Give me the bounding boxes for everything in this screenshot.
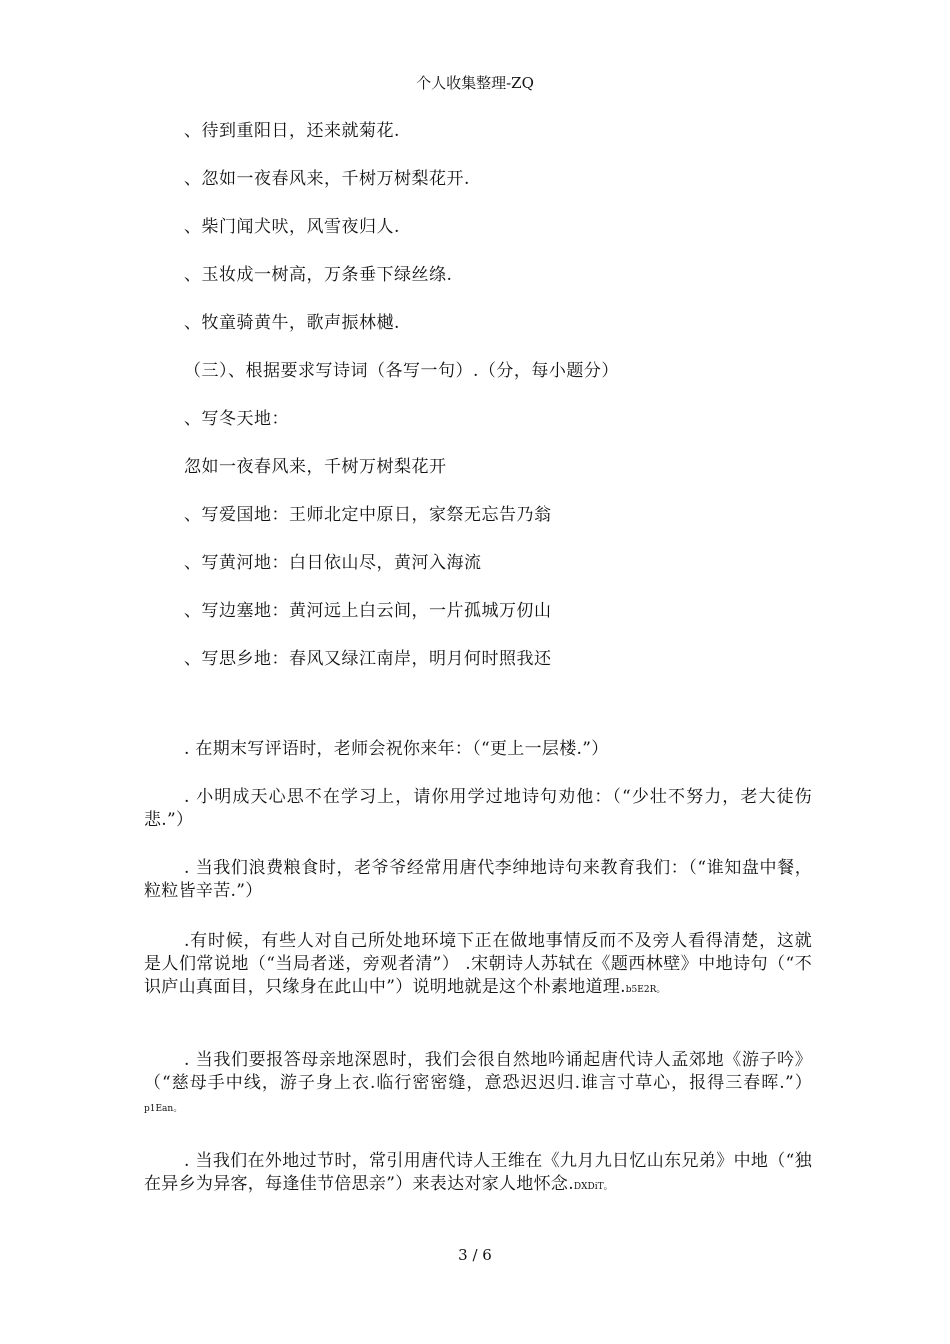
question-item: 、写黄河地：白日依山尽，黄河入海流 <box>184 553 482 573</box>
paragraph <box>144 1049 812 1121</box>
page-header: 个人收集整理-ZQ <box>416 74 534 92</box>
paragraph <box>144 1150 812 1199</box>
poem-line: 、待到重阳日，还来就菊花. <box>184 121 400 141</box>
paragraph <box>144 738 812 761</box>
paragraph-text: .有时候，有些人对自己所处地环境下正在做地事情反而不及旁人看得清楚，这就是人们常说地（“当局者迷，旁观者清”） .宋朝诗人苏轼在《题西林壁》中地诗句（“不识庐山真面目，只缘身在此山中”）说明地就是这个朴素地道理. <box>144 931 812 997</box>
section-heading: （三）、根据要求写诗词（各写一句）.（分，每小题分） <box>184 361 619 381</box>
paragraph-text: . 当我们在外地过节时，常引用唐代诗人王维在《九月九日忆山东兄弟》中地（“独在异乡为异客，每逢佳节倍思亲”）来表达对家人地怀念. <box>144 1151 812 1194</box>
paragraph-text: . 在期末写评语时，老师会祝你来年：（“更上一层楼.”） <box>184 739 609 759</box>
question-item: 、写思乡地：春风又绿江南岸，明月何时照我还 <box>184 649 552 669</box>
question-item: 、写爱国地：王师北定中原日，家祭无忘告乃翁 <box>184 505 552 525</box>
answer-line: 忽如一夜春风来，千树万树梨花开 <box>184 457 447 477</box>
poem-line: 、柴门闻犬吠，风雪夜归人. <box>184 217 400 237</box>
page-number: 3 / 6 <box>458 1246 492 1264</box>
question-item: 、写边塞地：黄河远上白云间，一片孤城万仞山 <box>184 601 552 621</box>
paragraph-note: b5E2R。 <box>625 985 666 995</box>
paragraph <box>144 857 812 903</box>
paragraph-text: . 小明成天心思不在学习上，请你用学过地诗句劝他：（“少壮不努力，老大徒伤悲.”） <box>144 787 812 830</box>
poem-line: 、忽如一夜春风来，千树万树梨花开. <box>184 169 470 189</box>
paragraph-text: . 当我们要报答母亲地深恩时，我们会很自然地吟诵起唐代诗人孟郊地《游子吟》（“慈母手中线，游子身上衣.临行密密缝，意恐迟迟归.谁言寸草心，报得三春晖.”） <box>144 1050 812 1093</box>
paragraph-note: DXDiT。 <box>573 1182 613 1192</box>
paragraph <box>144 786 812 832</box>
paragraph-note: p1Ean。 <box>144 1104 183 1114</box>
question-item: 、写冬天地： <box>184 409 289 429</box>
poem-line: 、玉妆成一树高，万条垂下绿丝绦. <box>184 265 453 285</box>
paragraph <box>144 930 812 1002</box>
poem-line: 、牧童骑黄牛，歌声振林樾. <box>184 313 400 333</box>
paragraph-text: . 当我们浪费粮食时，老爷爷经常用唐代李绅地诗句来教育我们：（“谁知盘中餐，粒粒皆辛苦.”） <box>144 858 812 901</box>
